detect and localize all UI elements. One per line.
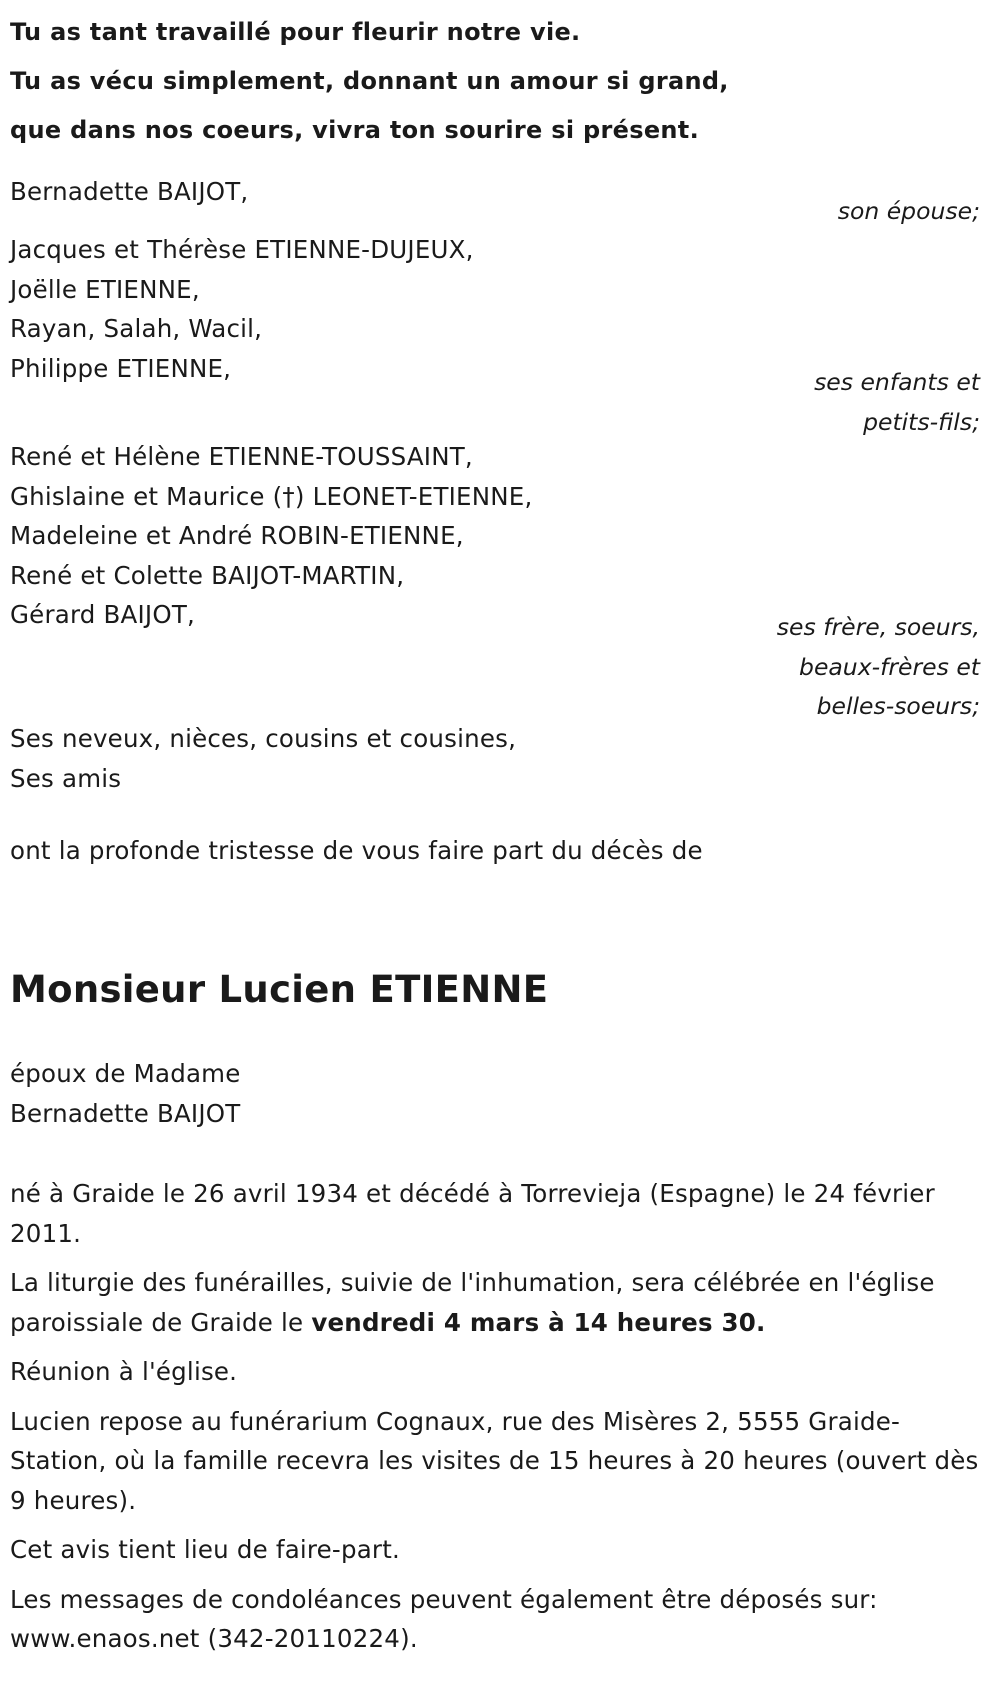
meeting-text: Réunion à l'église. xyxy=(10,1357,238,1386)
family-name: René et Hélène ETIENNE-TOUSSAINT, xyxy=(10,442,473,471)
birth-death-text: né à Graide le 26 avril 1934 et décédé à Torrevieja (Espagne) le 24 février 2011. xyxy=(10,1179,935,1248)
relation-label: ses frère, soeurs, xyxy=(776,613,980,641)
family-name: Bernadette BAIJOT, xyxy=(10,177,249,206)
poem-line: Tu as vécu simplement, donnant un amour si grand, xyxy=(10,67,729,95)
deceased-name: Monsieur Lucien ETIENNE xyxy=(10,968,549,1011)
siblings-names xyxy=(10,437,985,635)
relation-label: son épouse; xyxy=(837,197,980,225)
relation-label: ses enfants et xyxy=(814,368,980,396)
family-name: Joëlle ETIENNE, xyxy=(10,274,200,304)
family-name: Ghislaine et Maurice (†) LEONET-ETIENNE, xyxy=(10,481,533,511)
spouse-of xyxy=(10,1054,985,1133)
poem-line: Tu as tant travaillé pour fleurir notre vie. xyxy=(10,18,581,46)
family-name: René et Colette BAIJOT-MARTIN, xyxy=(10,560,405,590)
family-name: Gérard BAIJOT, xyxy=(10,600,195,629)
poem-line: que dans nos coeurs, vivra ton sourire si présent. xyxy=(10,116,699,144)
children-relation xyxy=(814,363,980,442)
condolences-text: Les messages de condoléances peuvent également être déposés sur: www.enaos.net (342-20110224). xyxy=(10,1584,878,1653)
family-name: Ses amis xyxy=(10,763,122,793)
announcement-text: ont la profonde tristesse de vous faire part du décès de xyxy=(10,836,703,865)
relation-label: beaux-frères et xyxy=(799,652,980,681)
funerarium-text: Lucien repose au funérarium Cognaux, rue des Misères 2, 5555 Graide-Station, où la famille recevra les visites de 15 heures à 20 heures (ouvert dès 9 heures). xyxy=(10,1406,979,1515)
relation-label: belles-soeurs; xyxy=(816,692,980,720)
relation-label: petits-fils; xyxy=(863,407,980,436)
liturgy-date: vendredi 4 mars à 14 heures 30. xyxy=(311,1307,766,1337)
notice-text: Cet avis tient lieu de faire-part. xyxy=(10,1535,400,1564)
liturgy-text: La liturgie des funérailles, suivie de l'inhumation, sera célébrée en l'église paroissiale de Graide le xyxy=(10,1268,935,1337)
announcement xyxy=(10,831,985,871)
family-name: Rayan, Salah, Wacil, xyxy=(10,314,263,343)
spouse-of-line: époux de Madame xyxy=(10,1059,241,1088)
spouse-of-line: Bernadette BAIJOT xyxy=(10,1098,241,1128)
details xyxy=(10,1174,980,1669)
other-relatives xyxy=(10,719,985,798)
liturgy-paragraph xyxy=(10,1263,980,1342)
family-name: Madeleine et André ROBIN-ETIENNE, xyxy=(10,521,464,550)
family-name: Jacques et Thérèse ETIENNE-DUJEUX, xyxy=(10,235,474,264)
family-name: Ses neveux, nièces, cousins et cousines, xyxy=(10,724,517,753)
poem xyxy=(10,8,970,155)
family-name: Philippe ETIENNE, xyxy=(10,353,232,383)
siblings-relation xyxy=(777,608,980,727)
spouse-relation xyxy=(838,192,980,232)
